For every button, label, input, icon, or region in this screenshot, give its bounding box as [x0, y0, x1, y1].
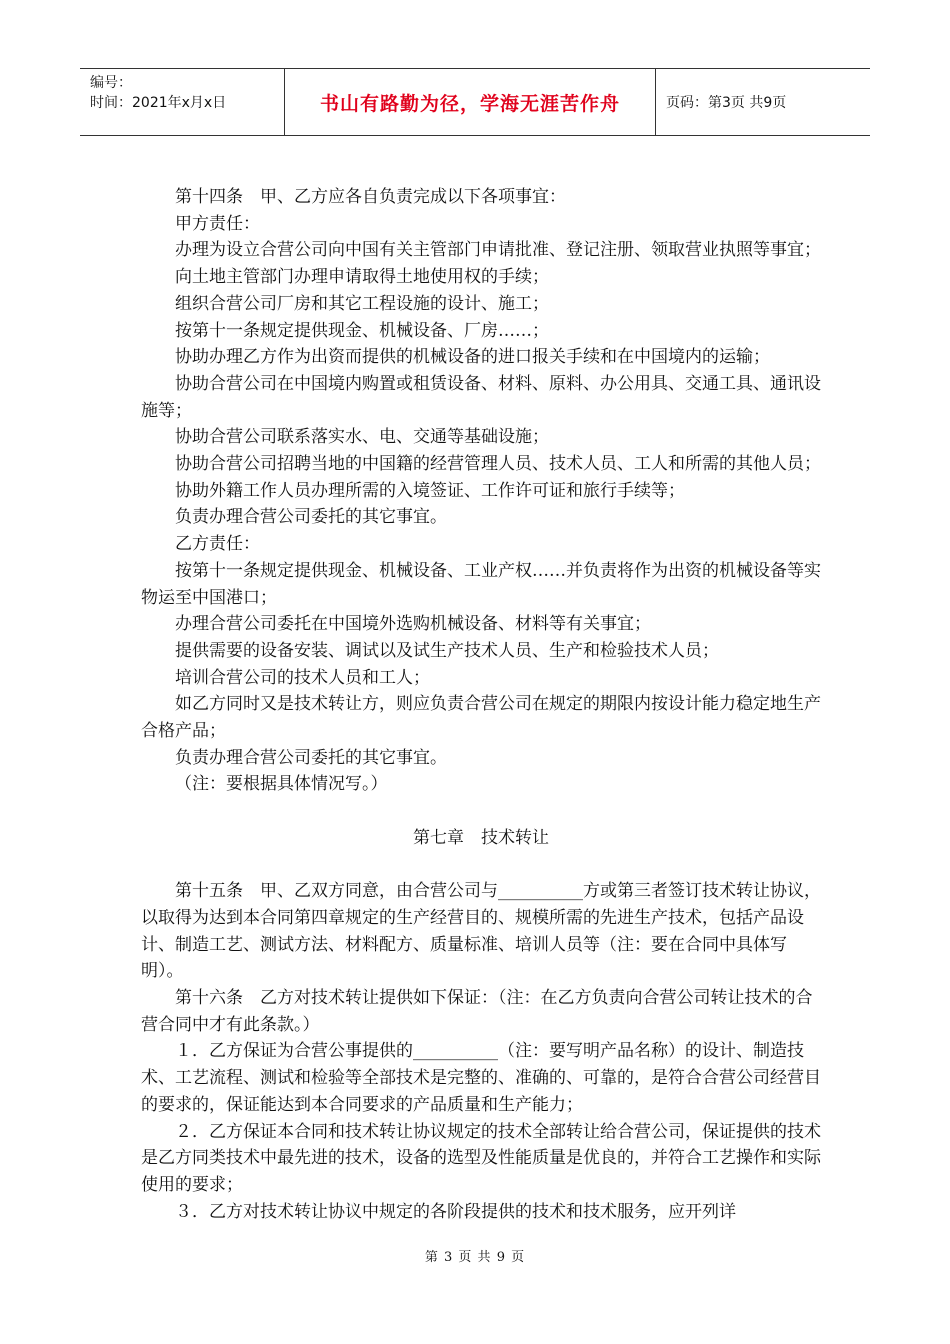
- paragraph: 第十五条 甲、乙双方同意，由合营公司与__________方或第三者签订技术转让协议，以取得为达到本合同第四章规定的生产经营目的、规模所需的先进生产技术，包括产品设计、制造工艺、测试方法、材料配方、质量标准、培训人员等（注：要在合同中具体写明）。: [141, 881, 821, 982]
- paragraph: 办理合营公司委托在中国境外选购机械设备、材料等有关事宜；: [175, 614, 651, 635]
- paragraph: 协助合营公司联系落实水、电、交通等基础设施；: [175, 427, 549, 448]
- paragraph: 甲方责任：: [175, 213, 260, 234]
- header-page-info: 页码：第3页 共9页: [666, 95, 787, 111]
- document-number: 编号：: [90, 75, 132, 91]
- paragraph: 向土地主管部门办理申请取得土地使用权的手续；: [175, 267, 549, 288]
- paragraph: ２．乙方保证本合同和技术转让协议规定的技术全部转让给合营公司，保证提供的技术是乙方同类技术中最先进的技术，设备的选型及性能质量是优良的，并符合工艺操作和实际使用的要求；: [141, 1121, 821, 1195]
- paragraph: 组织合营公司厂房和其它工程设施的设计、施工；: [175, 293, 549, 314]
- paragraph: 负责办理合营公司委托的其它事宜。: [175, 747, 447, 768]
- page-header: [80, 68, 870, 136]
- paragraph: 乙方责任：: [175, 534, 260, 555]
- chapter-title: 第七章 技术转让: [413, 827, 549, 848]
- paragraph: 按第十一条规定提供现金、机械设备、工业产权……并负责将作为出资的机械设备等实物运至中国港口；: [141, 560, 821, 608]
- document-time: 时间：2021年x月x日: [90, 95, 227, 111]
- spacer: [141, 852, 821, 879]
- paragraph: （注：要根据具体情况写。）: [175, 774, 388, 795]
- paragraph: 协助合营公司在中国境内购置或租赁设备、材料、原料、办公用具、交通工具、通讯设施等；: [141, 373, 821, 421]
- page-footer: 第 3 页 共 9 页: [424, 1250, 526, 1265]
- paragraph: 协助办理乙方作为出资而提供的机械设备的进口报关手续和在中国境内的运输；: [175, 347, 770, 368]
- paragraph: ３．乙方对技术转让协议中规定的各阶段提供的技术和技术服务，应开列详: [175, 1201, 736, 1222]
- spacer: [141, 798, 821, 825]
- paragraph: 第十四条 甲、乙方应各自负责完成以下各项事宜：: [175, 187, 566, 207]
- paragraph: 培训合营公司的技术人员和工人；: [175, 667, 430, 688]
- paragraph: 协助合营公司招聘当地的中国籍的经营管理人员、技术人员、工人和所需的其他人员；: [175, 454, 821, 475]
- header-motto: 书山有路勤为径，学海无涯苦作舟: [284, 69, 656, 135]
- paragraph: 按第十一条规定提供现金、机械设备、厂房……；: [175, 320, 549, 341]
- header-meta: [80, 69, 284, 135]
- document-body: [141, 184, 821, 1225]
- paragraph: 第十六条 乙方对技术转让提供如下保证：（注：在乙方负责向合营公司转让技术的合营合同中才有此条款。）: [141, 988, 813, 1035]
- paragraph: 负责办理合营公司委托的其它事宜。: [175, 507, 447, 528]
- paragraph: １．乙方保证为合营公事提供的__________（注：要写明产品名称）的设计、制造技术、工艺流程、测试和检验等全部技术是完整的、准确的、可靠的，是符合合营公司经营目的要求的，保证能达到本合同要求的产品质量和生产能力；: [141, 1041, 821, 1115]
- paragraph: 如乙方同时又是技术转让方，则应负责合营公司在规定的期限内按设计能力稳定地生产合格产品；: [141, 694, 821, 742]
- paragraph: 办理为设立合营公司向中国有关主管部门申请批准、登记注册、领取营业执照等事宜；: [175, 240, 821, 261]
- paragraph: 协助外籍工作人员办理所需的入境签证、工作许可证和旅行手续等；: [175, 480, 685, 501]
- paragraph: 提供需要的设备安装、调试以及试生产技术人员、生产和检验技术人员；: [175, 640, 719, 661]
